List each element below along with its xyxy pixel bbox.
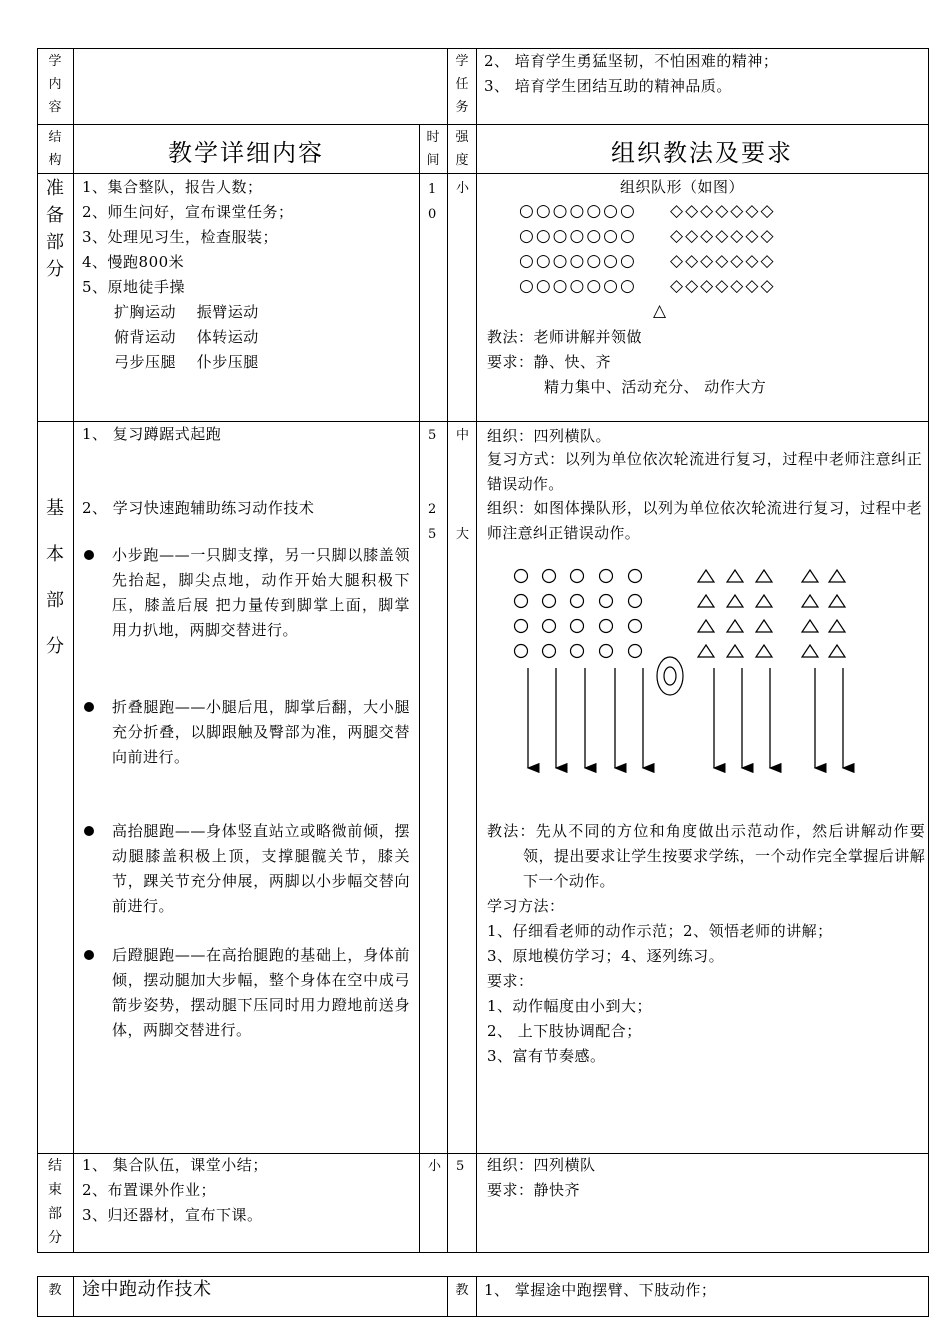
formation-title: 组织队形（如图） xyxy=(620,178,745,196)
end-item-2: 2、布置课外作业； xyxy=(82,1181,217,1199)
teacher-triangle-icon: △ xyxy=(653,301,669,321)
basic-learn-2: 3、原地模仿学习；4、逐列练习。 xyxy=(487,947,725,965)
teacher-icon xyxy=(657,657,683,695)
prep-time: 10 xyxy=(428,182,437,222)
drill-formation-diagram xyxy=(476,560,928,780)
bottom-content: 途中跑动作技术 xyxy=(82,1279,212,1300)
basic-item-1: 1、 复习蹲踞式起跑 xyxy=(82,425,222,443)
formation-circles-row-3: ○○○○○○○ xyxy=(519,251,637,271)
basic-time-1: 5 xyxy=(428,428,437,443)
bullet-icon xyxy=(84,702,94,712)
end-item-3: 3、归还器材，宣布下课。 xyxy=(82,1206,263,1224)
basic-req-label: 要求： xyxy=(487,972,534,990)
drill-small-step: 小步跑——一只脚支撑，另一只脚以膝盖领先抬起，脚尖点地，动作开始大腿积极下压，膝盖后展 把力量传到脚掌上面，脚掌用力扒地，两脚交替进行。 xyxy=(112,546,410,639)
basic-req-3: 3、富有节奏感。 xyxy=(487,1047,606,1065)
prep-exercise-3: 弓步压腿 仆步压腿 xyxy=(114,353,259,371)
end-req: 要求：静快齐 xyxy=(487,1181,581,1199)
drill-fold-leg: 折叠腿跑——小腿后甩，脚掌后翻，大小腿充分折叠，以脚跟触及臀部为准，两腿交替向前进行。 xyxy=(112,698,410,766)
header-structure: 结构 xyxy=(48,130,62,168)
basic-req-1: 1、动作幅度由小到大； xyxy=(487,997,653,1015)
formation-diamonds-row-1: ◇◇◇◇◇◇◇ xyxy=(670,201,776,221)
task-2: 2、 培育学生勇猛坚韧，不怕困难的精神； xyxy=(484,52,779,70)
formation-diamonds-row-3: ◇◇◇◇◇◇◇ xyxy=(670,251,776,271)
formation-circles-row-1: ○○○○○○○ xyxy=(519,201,637,221)
prep-item-2: 2、师生问好，宣布课堂任务； xyxy=(82,203,294,221)
bottom-right-label: 教 xyxy=(455,1283,469,1298)
basic-review: 复习方式：以列为单位依次轮流进行复习，过程中老师注意纠正错误动作。 xyxy=(487,450,922,493)
prep-item-5: 5、原地徒手操 xyxy=(82,278,186,296)
top-left-label: 学内容 xyxy=(48,54,62,115)
header-time: 时间 xyxy=(426,130,440,168)
prep-item-4: 4、慢跑800米 xyxy=(82,253,185,271)
top-right-label: 学任务 xyxy=(455,54,469,115)
basic-learn-1: 1、仔细看老师的动作示范；2、领悟老师的讲解； xyxy=(487,922,833,940)
basic-intensity-2: 大 xyxy=(456,527,470,542)
task-3: 3、 培育学生团结互助的精神品质。 xyxy=(484,77,732,95)
basic-learn-label: 学习方法： xyxy=(487,897,565,915)
drill-high-knee: 高抬腿跑——身体竖直站立或略微前倾，摆动腿膝盖积极上顶，支撑腿髋关节，膝关节，踝关节充分伸展，两脚以小步幅交替向前进行。 xyxy=(112,822,410,915)
bullet-icon xyxy=(84,550,94,560)
prep-item-1: 1、集合整队，报告人数； xyxy=(82,178,263,196)
prep-req: 要求：静、快、齐 xyxy=(487,353,612,371)
end-org: 组织：四列横队 xyxy=(487,1156,596,1174)
prep-intensity: 小 xyxy=(456,181,470,196)
prep-item-3: 3、处理见习生，检查服装； xyxy=(82,228,279,246)
formation-diamonds-row-2: ◇◇◇◇◇◇◇ xyxy=(670,226,776,246)
end-label: 结束部分 xyxy=(48,1158,62,1246)
basic-intensity-1: 中 xyxy=(456,428,470,443)
header-method: 组织教法及要求 xyxy=(611,139,793,167)
header-content: 教学详细内容 xyxy=(168,139,324,167)
run-direction-arrows xyxy=(528,668,843,768)
basic-org-1: 组织：四列横队。 xyxy=(487,427,612,445)
bullet-icon xyxy=(84,950,94,960)
formation-circles-row-2: ○○○○○○○ xyxy=(519,226,637,246)
basic-time-2: 25 xyxy=(428,502,437,542)
end-item-1: 1、 集合队伍，课堂小结； xyxy=(82,1156,268,1174)
bottom-left-label: 教 xyxy=(48,1283,62,1298)
basic-org-2: 组织：如图体操队形，以列为单位依次轮流进行复习，过程中老师注意纠正错误动作。 xyxy=(487,499,922,542)
drill-back-kick: 后蹬腿跑——在高抬腿跑的基础上，身体前倾，摆动腿加大步幅，整个身体在空中成弓箭步姿势，摆动腿下压同时用力蹬地前送身体，两脚交替进行。 xyxy=(112,946,410,1039)
student-triangles xyxy=(698,570,845,657)
basic-item-2: 2、 学习快速跑辅助练习动作技术 xyxy=(82,499,315,517)
prep-req-detail: 精力集中、活动充分、 动作大方 xyxy=(544,378,767,396)
header-intensity: 强度 xyxy=(455,130,469,168)
end-time: 5 xyxy=(456,1159,465,1174)
bottom-task: 1、 掌握途中跑摆臂、下肢动作； xyxy=(484,1281,717,1299)
student-circles xyxy=(515,570,642,658)
basic-req-2: 2、 上下肢协调配合； xyxy=(487,1022,642,1040)
formation-circles-row-4: ○○○○○○○ xyxy=(519,276,637,296)
formation-diamonds-row-4: ◇◇◇◇◇◇◇ xyxy=(670,276,776,296)
prep-exercise-2: 俯背运动 体转运动 xyxy=(114,328,259,346)
prep-method: 教法：老师讲解并领做 xyxy=(487,328,643,346)
basic-label: 基本部分 xyxy=(46,498,64,657)
bullet-icon xyxy=(84,826,94,836)
end-intensity: 小 xyxy=(428,1159,442,1174)
prep-exercise-1: 扩胸运动 振臂运动 xyxy=(114,303,259,321)
prep-label: 准备部分 xyxy=(46,178,64,280)
basic-teach-method: 教法：先从不同的方位和角度做出示范动作，然后讲解动作要领，提出要求让学生按要求学练，一个动作完全掌握后讲解下一个动作。 xyxy=(487,822,925,890)
